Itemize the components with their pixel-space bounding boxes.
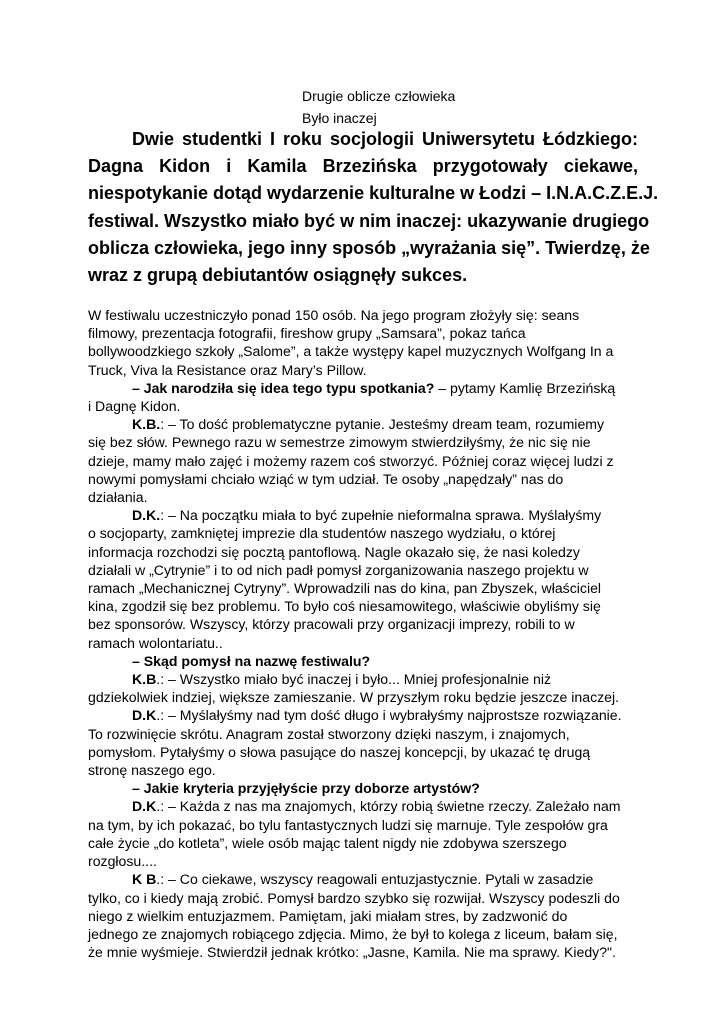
body-line: o socjoparty, zamkniętej imprezie dla studentów naszego wydziału, o której [88, 525, 556, 542]
question-attribution: – pytamy Kamlię Brzezińską [434, 379, 616, 396]
speaker-label: D.K. [132, 507, 161, 524]
article-body [88, 306, 648, 961]
lead-line: wraz z grupą debiutantów osiągnęły sukces. [88, 265, 468, 286]
question-text: – Jak narodziła się idea tego typu spotkania? [132, 379, 435, 396]
body-line: działania. [88, 489, 148, 506]
body-line: Truck, Viva la Resistance oraz Mary’s Pillow. [88, 361, 367, 378]
answer-text: .: – Każda z nas ma znajomych, którzy robią świetne rzeczy. Zależało nam [156, 798, 621, 815]
body-line: nowymi pomysłami chciało wziąć w tym udział. Te osoby „napędzały” nas do [88, 470, 564, 487]
question-line [88, 379, 648, 397]
speaker-label: K.B [132, 671, 157, 688]
body-line: niego z wielkim entuzjazmem. Pamiętam, jaki miałam stres, by zadzwonić do [88, 907, 568, 924]
speaker-label: D.K [132, 798, 157, 815]
body-line: działali w „Cytrynie” i to od nich padł pomysł zorganizowania naszego projektu w [88, 561, 589, 578]
answer-text: .: – Co ciekawe, wszyscy reagowali entuzjastycznie. Pytali w zasadzie [156, 871, 594, 888]
body-line: się bez słów. Pewnego razu w semestrze zimowym stwierdziłyśmy, że nic się nie [88, 434, 591, 451]
body-line: na tym, by ich pokazać, bo tylu fantastycznych ludzi się marnuje. Tyle zespołów gra [88, 816, 608, 833]
body-line: że mnie wyśmieje. Stwierdził jednak krótko: „Jasne, Kamila. Nie ma sprawy. Kiedy?". [88, 944, 616, 961]
answer-line [88, 706, 648, 724]
body-line: To rozwinięcie skrótu. Anagram został stworzony dzięki naszym, i znajomych, [88, 725, 570, 742]
speaker-label: K.B. [132, 416, 161, 433]
body-line: jednego ze znajomych robiącego zdjęcia. Mimo, że był to kolega z liceum, bałam się, [88, 925, 618, 942]
speaker-label: D.K [132, 707, 157, 724]
body-line: pomysłom. Pytałyśmy o słowa pasujące do naszej koncepcji, by ukazać tę drugą [88, 743, 591, 760]
lead-line: festiwal. Wszystko miało być w nim inaczej: ukazywanie drugiego [88, 210, 650, 231]
body-line: rozgłosu.... [88, 853, 157, 870]
body-line: dzieje, mamy mało zajęć i możemy razem coś stworzyć. Później coraz więcej ludzi z [88, 452, 614, 469]
body-line: gdziekolwiek indziej, większe zamieszanie. W przyszłym roku będzie jeszcze inaczej. [88, 689, 620, 706]
speaker-label: K B [132, 871, 157, 888]
body-line: informacja rozchodzi się pocztą pantoflową. Nagle okazało się, że nasi koledzy [88, 543, 580, 560]
body-line: bollywoodzkiego szkoły „Salome”, a także występy kapel muzycznych Wolfgang In a [88, 343, 614, 360]
answer-line [88, 670, 648, 688]
lead-paragraph [88, 126, 659, 289]
lead-line: oblicza człowieka, jego inny sposób „wyrażania się”. Twierdzę, że [88, 237, 650, 258]
answer-line [88, 870, 648, 888]
body-line: ramach „Mechanicznej Cytryny”. Wprowadzili nas do kina, pan Zbyszek, właściciel [88, 580, 602, 597]
lead-line: Dagna Kidon i Kamila Brzezińska przygotowały ciekawe, [88, 156, 638, 177]
answer-text: .: – Myślałyśmy nad tym dość długo i wybrałyśmy najprostsze rozwiązanie. [156, 707, 622, 724]
body-line: stronę naszego ego. [88, 762, 216, 779]
article-title: Drugie oblicze człowieka [302, 88, 456, 104]
body-line: całe życie „do kotleta”, wiele osób mając talent nigdy nie zdobywa szerszego [88, 834, 567, 851]
answer-text: .: – Wszystko miało być inaczej i było... Mniej profesjonalnie niż [156, 671, 552, 688]
answer-line [88, 506, 648, 524]
body-line: filmowy, prezentacja fotografii, fireshow grupy „Samsara”, pokaz tańca [88, 325, 526, 342]
answer-text: : – Na początku miała to być zupełnie nieformalna sprawa. Myślałyśmy [160, 507, 602, 524]
question-text: – Skąd pomysł na nazwę festiwalu? [132, 652, 371, 669]
answer-line [88, 415, 648, 433]
body-line: i Dagnę Kidon. [88, 398, 181, 415]
answer-line [88, 797, 648, 815]
body-line: tylko, co i kiedy mają zrobić. Pomysł bardzo szybko się rozwijał. Wszyscy podeszli do [88, 889, 620, 906]
body-line: kina, zgodził się bez problemu. To było coś niesamowitego, właściwie obyliśmy się [88, 598, 601, 615]
lead-line: niespotykanie dotąd wydarzenie kulturalne w Łodzi – I.N.A.C.Z.E.J. [88, 183, 659, 204]
question-text: – Jakie kryteria przyjęłyście przy doborze artystów? [132, 780, 480, 797]
answer-text: : – To dość problematyczne pytanie. Jesteśmy dream team, rozumiemy [160, 416, 605, 433]
article-subtitle: Było inaczej [302, 110, 377, 126]
lead-line: Dwie studentki I roku socjologii Uniwersytetu Łódzkiego: [132, 129, 638, 149]
body-line: W festiwalu uczestniczyło ponad 150 osób. Na jego program złożyły się: seans [88, 307, 580, 323]
body-line: ramach wolontariatu.. [88, 634, 223, 651]
body-line: bez sponsorów. Wszyscy, którzy pracowali przy organizacji imprezy, robili to w [88, 616, 575, 633]
